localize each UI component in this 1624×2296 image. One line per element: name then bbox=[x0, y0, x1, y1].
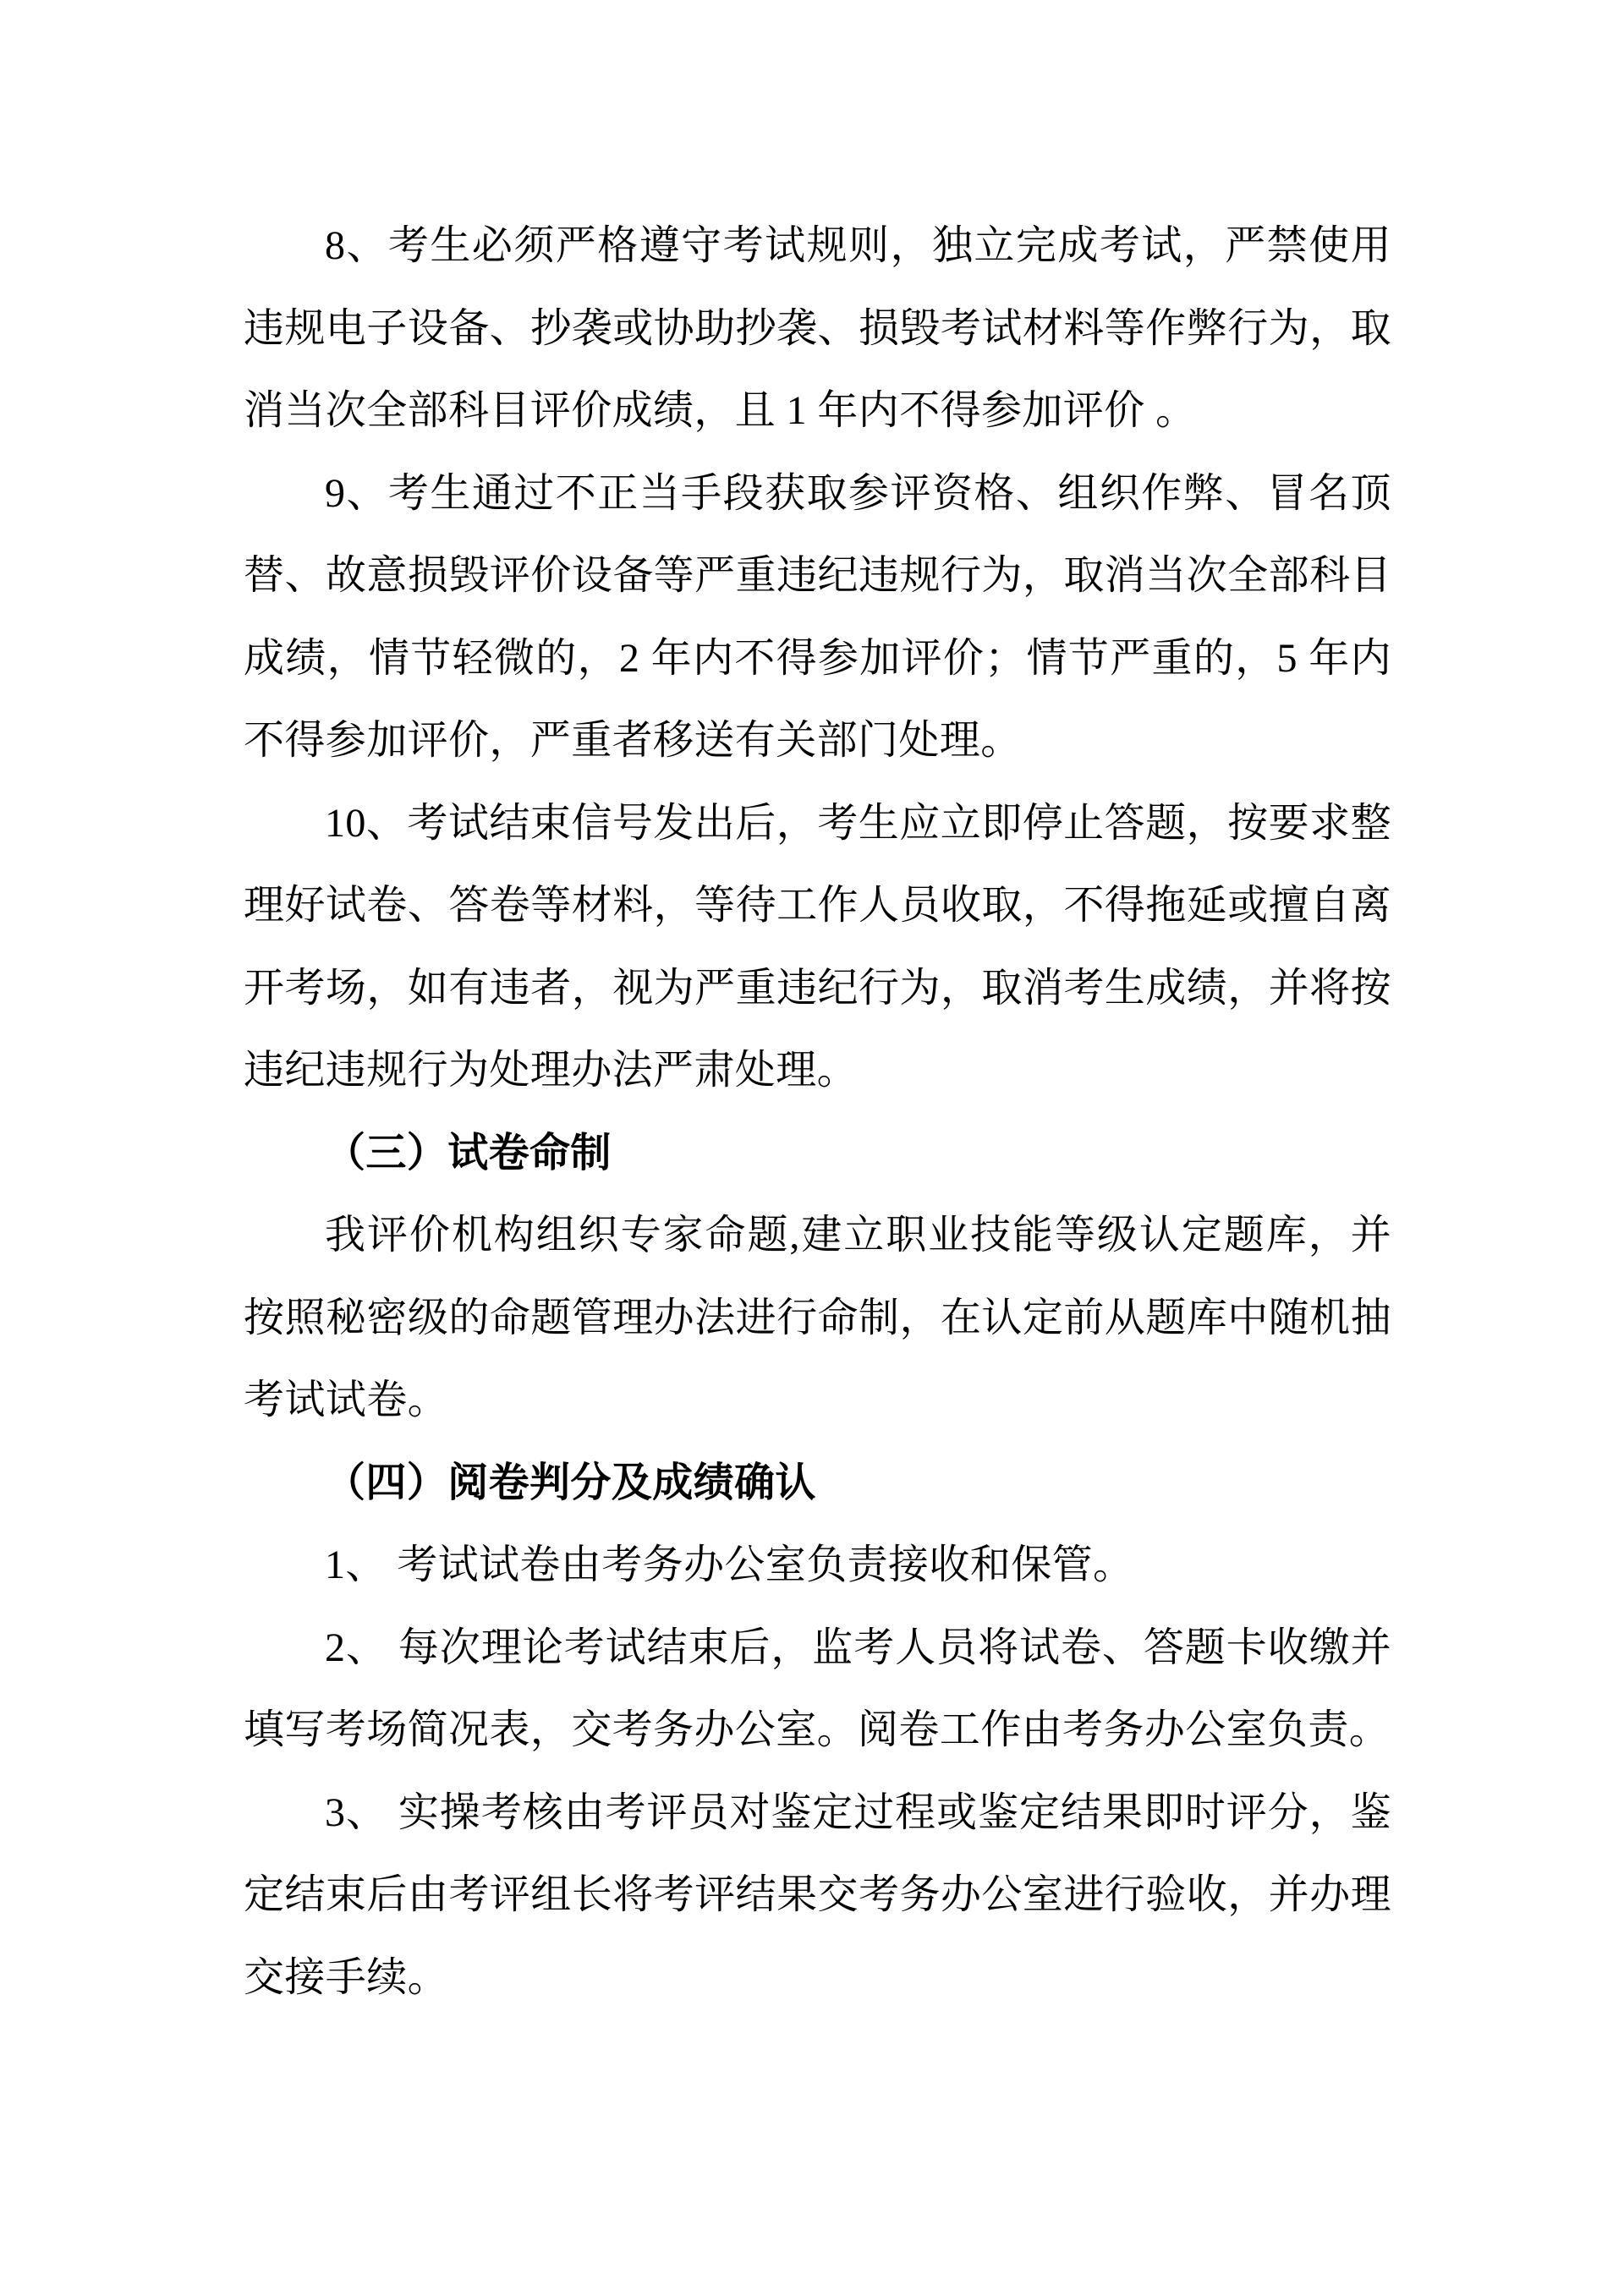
document-body bbox=[244, 205, 1391, 2019]
paragraph: 2、 每次理论考试结束后，监考人员将试卷、答题卡收缴并填写考场简况表，交考务办公室。阅卷工作由考务办公室负责。 bbox=[244, 1625, 1391, 1752]
paragraph: 8、考生必须严格遵守考试规则，独立完成考试，严禁使用违规电子设备、抄袭或协助抄袭、损毁考试材料等作弊行为，取消当次全部科目评价成绩，且 1 年内不得参加评价 。 bbox=[244, 223, 1391, 433]
paragraph: 我评价机构组织专家命题,建立职业技能等级认定题库，并按照秘密级的命题管理办法进行命制，在认定前从题库中随机抽考试试卷。 bbox=[244, 1213, 1391, 1422]
section-heading: （四）阅卷判分及成绩确认 bbox=[325, 1460, 816, 1505]
section-heading: （三）试卷命制 bbox=[325, 1130, 612, 1175]
paragraph: 10、考试结束信号发出后，考生应立即停止答题，按要求整理好试卷、答卷等材料，等待工作人员收取，不得拖延或擅自离开考场，如有违者，视为严重违纪行为，取消考生成绩，并将按违纪违规行为处理办法严肃处理。 bbox=[244, 800, 1391, 1093]
paragraph: 9、考生通过不正当手段获取参评资格、组织作弊、冒名顶替、故意损毁评价设备等严重违纪违规行为，取消当次全部科目成绩，情节轻微的，2 年内不得参加评价；情节严重的，5 年内不得参加评价，严重者移送有关部门处理。 bbox=[244, 470, 1391, 763]
paragraph: 1、 考试试卷由考务办公室负责接收和保管。 bbox=[325, 1543, 1134, 1587]
paragraph: 3、 实操考核由考评员对鉴定过程或鉴定结果即时评分，鉴定结束后由考评组长将考评结果交考务办公室进行验收，并办理交接手续。 bbox=[244, 1789, 1391, 2000]
